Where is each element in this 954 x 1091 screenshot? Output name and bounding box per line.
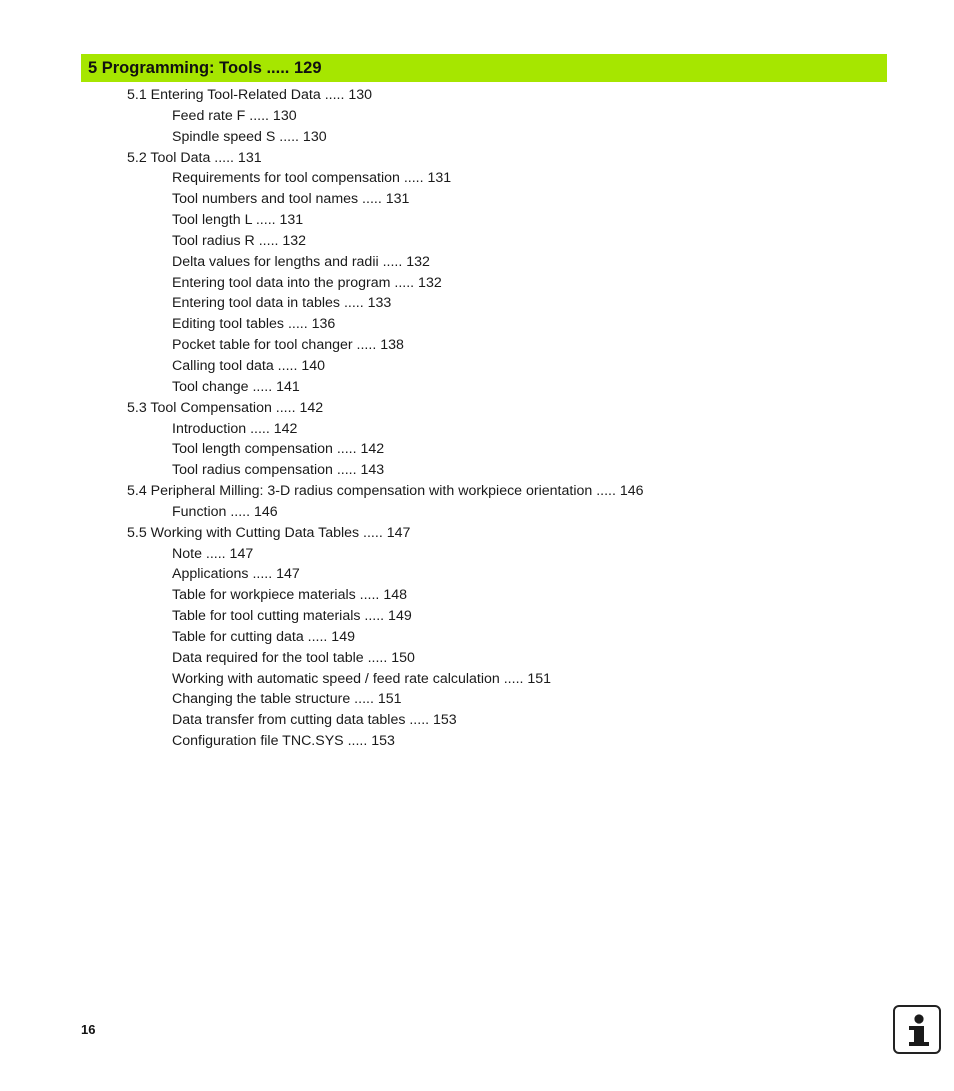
toc-subsection-entry[interactable]: Calling tool data ..... 140 <box>172 357 326 374</box>
chapter-heading <box>81 54 887 82</box>
toc-subsection-entry[interactable]: Tool length L ..... 131 <box>172 212 304 229</box>
toc-subsection-entry[interactable]: Pocket table for tool changer ..... 138 <box>172 337 404 354</box>
toc-subsection-entry[interactable]: Tool radius R ..... 132 <box>172 232 307 249</box>
toc-subsection-entry[interactable]: Table for workpiece materials ..... 148 <box>172 587 407 604</box>
toc-subsection-entry[interactable]: Tool radius compensation ..... 143 <box>172 462 385 479</box>
info-icon <box>893 1005 941 1054</box>
toc-section-entry[interactable]: 5.2 Tool Data ..... 131 <box>127 149 262 166</box>
toc-subsection-entry[interactable]: Entering tool data in tables ..... 133 <box>172 295 392 312</box>
toc-subsection-entry[interactable]: Tool numbers and tool names ..... 131 <box>172 191 410 208</box>
toc-section-entry[interactable]: 5.1 Entering Tool-Related Data ..... 130 <box>127 87 373 103</box>
toc-subsection-entry[interactable]: Configuration file TNC.SYS ..... 153 <box>172 733 395 750</box>
toc-subsection-entry[interactable]: Requirements for tool compensation ..... 131 <box>172 170 452 187</box>
toc-section-entry[interactable]: 5.3 Tool Compensation ..... 142 <box>127 399 324 416</box>
toc-subsection-entry[interactable]: Tool length compensation ..... 142 <box>172 441 385 458</box>
toc-subsection-entry[interactable]: Data transfer from cutting data tables ..... 153 <box>172 712 457 729</box>
toc-subsection-entry[interactable]: Data required for the tool table ..... 150 <box>172 649 415 666</box>
toc-subsection-entry[interactable]: Function ..... 146 <box>172 503 278 520</box>
toc-section-entry[interactable]: 5.5 Working with Cutting Data Tables ..... 147 <box>127 524 411 541</box>
toc-subsection-entry[interactable]: Feed rate F ..... 130 <box>172 107 297 124</box>
toc-subsection-entry[interactable]: Editing tool tables ..... 136 <box>172 316 336 333</box>
toc-subsection-entry[interactable]: Note ..... 147 <box>172 545 254 562</box>
chapter-heading-text: 5 Programming: Tools ..... 129 <box>88 59 322 77</box>
toc-subsection-entry[interactable]: Entering tool data into the program ..... 132 <box>172 274 442 291</box>
toc-subsection-entry[interactable]: Introduction ..... 142 <box>172 420 298 437</box>
toc-subsection-entry[interactable]: Spindle speed S ..... 130 <box>172 128 327 145</box>
toc-subsection-entry[interactable]: Table for tool cutting materials ..... 149 <box>172 608 412 625</box>
toc-subsection-entry[interactable]: Working with automatic speed / feed rate calculation ..... 151 <box>172 670 552 687</box>
toc-subsection-entry[interactable]: Tool change ..... 141 <box>172 378 300 395</box>
toc-subsection-entry[interactable]: Applications ..... 147 <box>172 566 300 583</box>
page-number: 16 <box>81 1022 96 1037</box>
toc-subsection-entry[interactable]: Delta values for lengths and radii ..... 132 <box>172 253 430 270</box>
toc-subsection-entry[interactable]: Changing the table structure ..... 151 <box>172 691 402 708</box>
table-of-contents <box>0 85 954 752</box>
toc-subsection-entry[interactable]: Table for cutting data ..... 149 <box>172 628 355 645</box>
toc-section-entry[interactable]: 5.4 Peripheral Milling: 3-D radius compensation with workpiece orientation ..... 146 <box>127 483 644 500</box>
